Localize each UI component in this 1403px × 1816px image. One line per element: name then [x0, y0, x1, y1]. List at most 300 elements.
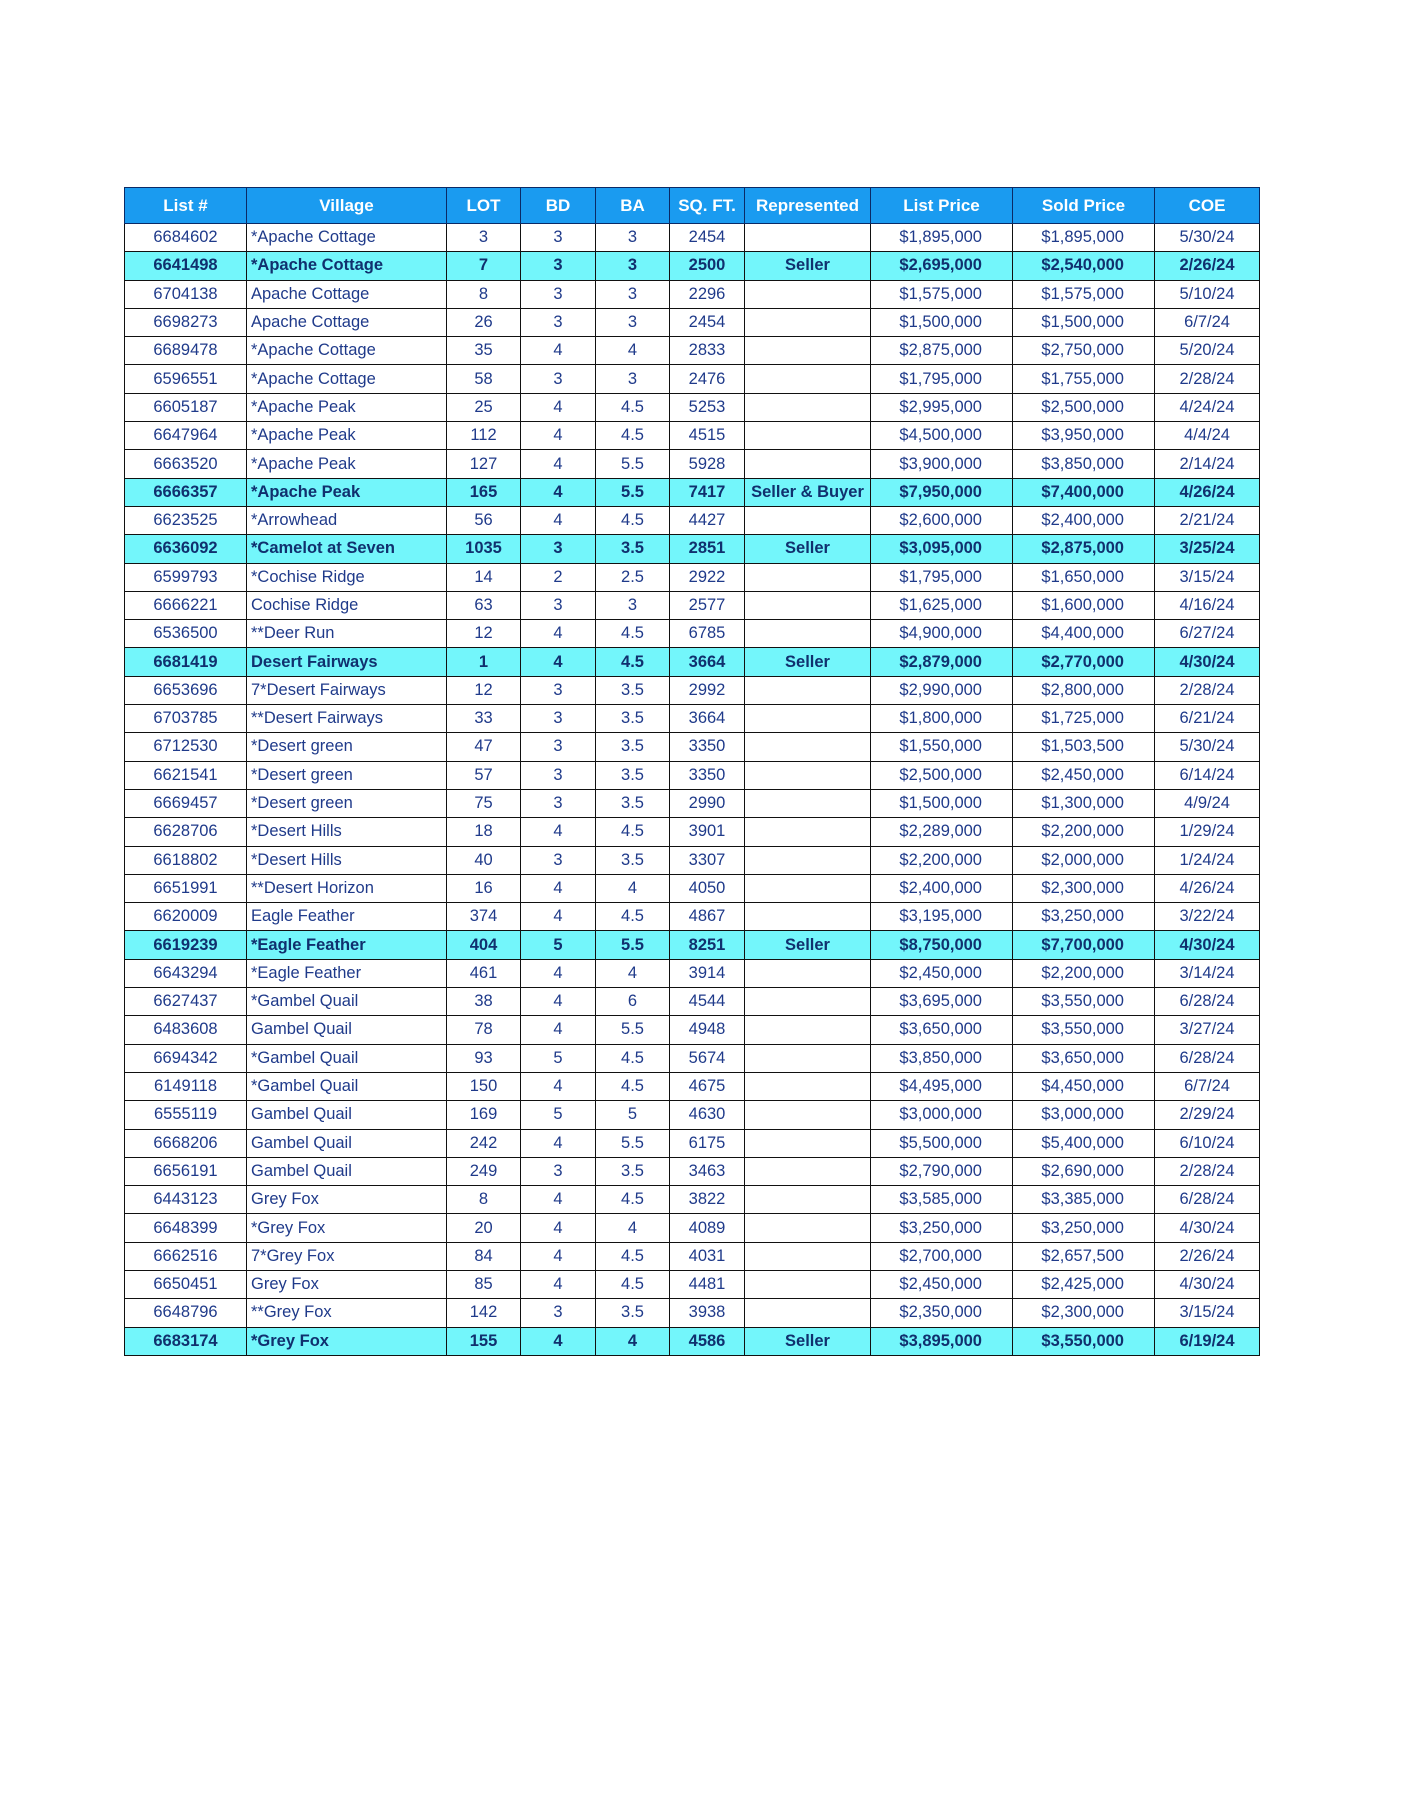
cell-bd: 3	[521, 1299, 596, 1327]
cell-coe: 2/26/24	[1155, 252, 1260, 280]
cell-represented	[745, 393, 871, 421]
cell-represented	[745, 563, 871, 591]
cell-list-number: 6643294	[125, 959, 247, 987]
cell-sold-price: $1,600,000	[1013, 591, 1155, 619]
cell-list-price: $2,990,000	[871, 676, 1013, 704]
cell-lot: 93	[447, 1044, 521, 1072]
cell-sqft: 5928	[670, 450, 745, 478]
cell-list-price: $2,600,000	[871, 506, 1013, 534]
cell-sold-price: $3,250,000	[1013, 903, 1155, 931]
cell-sqft: 8251	[670, 931, 745, 959]
cell-list-number: 6669457	[125, 789, 247, 817]
cell-ba: 3.5	[596, 761, 670, 789]
cell-village: *Apache Peak	[247, 393, 447, 421]
cell-represented	[745, 705, 871, 733]
cell-bd: 4	[521, 506, 596, 534]
cell-village: *Apache Cottage	[247, 224, 447, 252]
cell-list-number: 6599793	[125, 563, 247, 591]
cell-list-price: $3,585,000	[871, 1186, 1013, 1214]
cell-village: *Desert Hills	[247, 846, 447, 874]
cell-represented	[745, 224, 871, 252]
cell-ba: 3	[596, 224, 670, 252]
cell-ba: 3.5	[596, 1157, 670, 1185]
cell-sqft: 2992	[670, 676, 745, 704]
cell-sold-price: $3,550,000	[1013, 988, 1155, 1016]
header-village: Village	[247, 188, 447, 224]
cell-sqft: 4675	[670, 1072, 745, 1100]
cell-coe: 3/22/24	[1155, 903, 1260, 931]
cell-list-number: 6666221	[125, 591, 247, 619]
cell-lot: 20	[447, 1214, 521, 1242]
cell-list-number: 6656191	[125, 1157, 247, 1185]
cell-coe: 6/7/24	[1155, 308, 1260, 336]
cell-bd: 4	[521, 1016, 596, 1044]
cell-sold-price: $1,650,000	[1013, 563, 1155, 591]
cell-village: *Apache Cottage	[247, 337, 447, 365]
cell-list-number: 6694342	[125, 1044, 247, 1072]
cell-sold-price: $3,000,000	[1013, 1101, 1155, 1129]
cell-list-number: 6648796	[125, 1299, 247, 1327]
cell-list-price: $3,195,000	[871, 903, 1013, 931]
cell-list-price: $3,850,000	[871, 1044, 1013, 1072]
cell-sqft: 3901	[670, 818, 745, 846]
cell-sqft: 4630	[670, 1101, 745, 1129]
header-list-price: List Price	[871, 188, 1013, 224]
cell-bd: 4	[521, 818, 596, 846]
cell-coe: 2/14/24	[1155, 450, 1260, 478]
cell-represented	[745, 1101, 871, 1129]
cell-sqft: 4427	[670, 506, 745, 534]
cell-coe: 6/19/24	[1155, 1327, 1260, 1355]
cell-village: *Apache Peak	[247, 478, 447, 506]
header-lot: LOT	[447, 188, 521, 224]
cell-village: 7*Grey Fox	[247, 1242, 447, 1270]
cell-village: Apache Cottage	[247, 308, 447, 336]
cell-lot: 84	[447, 1242, 521, 1270]
table-row	[125, 535, 1260, 563]
cell-list-price: $1,550,000	[871, 733, 1013, 761]
cell-bd: 4	[521, 478, 596, 506]
cell-list-number: 6619239	[125, 931, 247, 959]
cell-sold-price: $1,503,500	[1013, 733, 1155, 761]
cell-list-number: 6651991	[125, 874, 247, 902]
cell-coe: 4/30/24	[1155, 1270, 1260, 1298]
cell-sqft: 3463	[670, 1157, 745, 1185]
cell-lot: 47	[447, 733, 521, 761]
cell-sqft: 7417	[670, 478, 745, 506]
cell-ba: 4.5	[596, 620, 670, 648]
cell-bd: 4	[521, 1327, 596, 1355]
cell-coe: 2/29/24	[1155, 1101, 1260, 1129]
table-row	[125, 676, 1260, 704]
cell-list-price: $2,695,000	[871, 252, 1013, 280]
cell-sqft: 3664	[670, 648, 745, 676]
cell-list-price: $2,450,000	[871, 1270, 1013, 1298]
cell-sold-price: $3,950,000	[1013, 422, 1155, 450]
cell-bd: 2	[521, 563, 596, 591]
cell-list-number: 6668206	[125, 1129, 247, 1157]
cell-ba: 4	[596, 874, 670, 902]
cell-list-price: $4,500,000	[871, 422, 1013, 450]
cell-coe: 5/10/24	[1155, 280, 1260, 308]
table-row	[125, 818, 1260, 846]
cell-represented	[745, 1129, 871, 1157]
cell-represented	[745, 761, 871, 789]
cell-sqft: 4031	[670, 1242, 745, 1270]
cell-sqft: 2990	[670, 789, 745, 817]
cell-sqft: 2577	[670, 591, 745, 619]
cell-village: *Apache Peak	[247, 422, 447, 450]
cell-village: Gambel Quail	[247, 1157, 447, 1185]
cell-sqft: 2296	[670, 280, 745, 308]
cell-bd: 4	[521, 1242, 596, 1270]
cell-represented	[745, 1214, 871, 1242]
cell-lot: 1	[447, 648, 521, 676]
cell-list-price: $3,650,000	[871, 1016, 1013, 1044]
cell-coe: 4/9/24	[1155, 789, 1260, 817]
cell-list-price: $3,895,000	[871, 1327, 1013, 1355]
cell-bd: 4	[521, 620, 596, 648]
table-row	[125, 563, 1260, 591]
cell-list-price: $3,695,000	[871, 988, 1013, 1016]
cell-lot: 33	[447, 705, 521, 733]
cell-represented	[745, 1242, 871, 1270]
cell-village: *Desert green	[247, 733, 447, 761]
cell-list-price: $1,625,000	[871, 591, 1013, 619]
cell-coe: 6/27/24	[1155, 620, 1260, 648]
cell-list-number: 6648399	[125, 1214, 247, 1242]
cell-village: *Eagle Feather	[247, 959, 447, 987]
cell-sold-price: $3,250,000	[1013, 1214, 1155, 1242]
cell-sqft: 4544	[670, 988, 745, 1016]
table-row	[125, 1101, 1260, 1129]
cell-lot: 35	[447, 337, 521, 365]
cell-bd: 3	[521, 789, 596, 817]
cell-bd: 3	[521, 1157, 596, 1185]
cell-ba: 3	[596, 365, 670, 393]
cell-sqft: 3350	[670, 733, 745, 761]
cell-sold-price: $1,725,000	[1013, 705, 1155, 733]
cell-lot: 155	[447, 1327, 521, 1355]
cell-sold-price: $2,750,000	[1013, 337, 1155, 365]
cell-bd: 5	[521, 931, 596, 959]
cell-sqft: 4089	[670, 1214, 745, 1242]
cell-sqft: 2922	[670, 563, 745, 591]
table-row	[125, 648, 1260, 676]
cell-lot: 75	[447, 789, 521, 817]
cell-coe: 4/30/24	[1155, 648, 1260, 676]
cell-lot: 374	[447, 903, 521, 931]
table-row	[125, 1214, 1260, 1242]
cell-lot: 165	[447, 478, 521, 506]
cell-sold-price: $2,200,000	[1013, 818, 1155, 846]
cell-list-price: $1,795,000	[871, 563, 1013, 591]
cell-sqft: 2500	[670, 252, 745, 280]
cell-sold-price: $1,300,000	[1013, 789, 1155, 817]
cell-represented	[745, 676, 871, 704]
cell-village: *Eagle Feather	[247, 931, 447, 959]
table-row	[125, 761, 1260, 789]
cell-coe: 2/21/24	[1155, 506, 1260, 534]
table-row	[125, 365, 1260, 393]
cell-represented: Seller	[745, 535, 871, 563]
cell-represented: Seller	[745, 1327, 871, 1355]
cell-ba: 4.5	[596, 1242, 670, 1270]
cell-village: *Apache Cottage	[247, 252, 447, 280]
cell-represented	[745, 1044, 871, 1072]
cell-ba: 5	[596, 1101, 670, 1129]
cell-list-price: $3,095,000	[871, 535, 1013, 563]
cell-sold-price: $3,550,000	[1013, 1327, 1155, 1355]
cell-bd: 4	[521, 648, 596, 676]
cell-list-number: 6618802	[125, 846, 247, 874]
cell-sqft: 4948	[670, 1016, 745, 1044]
cell-list-price: $2,350,000	[871, 1299, 1013, 1327]
cell-village: *Camelot at Seven	[247, 535, 447, 563]
cell-lot: 3	[447, 224, 521, 252]
cell-sold-price: $2,200,000	[1013, 959, 1155, 987]
cell-list-price: $1,800,000	[871, 705, 1013, 733]
cell-coe: 4/24/24	[1155, 393, 1260, 421]
cell-bd: 3	[521, 280, 596, 308]
cell-coe: 6/28/24	[1155, 1044, 1260, 1072]
cell-represented	[745, 1072, 871, 1100]
cell-represented	[745, 365, 871, 393]
cell-list-number: 6620009	[125, 903, 247, 931]
cell-bd: 4	[521, 959, 596, 987]
cell-ba: 4	[596, 959, 670, 987]
cell-sold-price: $2,425,000	[1013, 1270, 1155, 1298]
table-row	[125, 591, 1260, 619]
cell-list-number: 6683174	[125, 1327, 247, 1355]
cell-lot: 58	[447, 365, 521, 393]
table-row	[125, 1072, 1260, 1100]
cell-sqft: 4481	[670, 1270, 745, 1298]
cell-sqft: 6785	[670, 620, 745, 648]
cell-ba: 5.5	[596, 1016, 670, 1044]
cell-ba: 3.5	[596, 535, 670, 563]
cell-sold-price: $4,400,000	[1013, 620, 1155, 648]
cell-village: Gambel Quail	[247, 1016, 447, 1044]
cell-ba: 3.5	[596, 733, 670, 761]
cell-list-number: 6703785	[125, 705, 247, 733]
cell-ba: 4.5	[596, 1072, 670, 1100]
cell-bd: 4	[521, 1214, 596, 1242]
cell-coe: 3/15/24	[1155, 563, 1260, 591]
cell-ba: 3.5	[596, 789, 670, 817]
cell-lot: 461	[447, 959, 521, 987]
cell-list-number: 6704138	[125, 280, 247, 308]
cell-bd: 3	[521, 224, 596, 252]
cell-represented	[745, 818, 871, 846]
cell-village: **Desert Fairways	[247, 705, 447, 733]
table-row	[125, 988, 1260, 1016]
cell-list-number: 6605187	[125, 393, 247, 421]
cell-lot: 150	[447, 1072, 521, 1100]
table-row	[125, 393, 1260, 421]
cell-list-price: $1,575,000	[871, 280, 1013, 308]
cell-represented	[745, 874, 871, 902]
cell-coe: 4/4/24	[1155, 422, 1260, 450]
cell-list-price: $1,795,000	[871, 365, 1013, 393]
cell-ba: 3.5	[596, 1299, 670, 1327]
cell-lot: 26	[447, 308, 521, 336]
cell-ba: 3	[596, 252, 670, 280]
cell-ba: 4.5	[596, 1270, 670, 1298]
cell-village: *Apache Peak	[247, 450, 447, 478]
header-list-number: List #	[125, 188, 247, 224]
table-row	[125, 252, 1260, 280]
cell-sold-price: $2,400,000	[1013, 506, 1155, 534]
table-row	[125, 224, 1260, 252]
cell-village: **Deer Run	[247, 620, 447, 648]
cell-ba: 4	[596, 1214, 670, 1242]
cell-list-price: $2,200,000	[871, 846, 1013, 874]
cell-coe: 6/28/24	[1155, 1186, 1260, 1214]
cell-list-number: 6662516	[125, 1242, 247, 1270]
cell-represented	[745, 308, 871, 336]
cell-sold-price: $1,500,000	[1013, 308, 1155, 336]
cell-lot: 169	[447, 1101, 521, 1129]
cell-represented	[745, 422, 871, 450]
cell-village: Cochise Ridge	[247, 591, 447, 619]
table-row	[125, 280, 1260, 308]
cell-list-price: $5,500,000	[871, 1129, 1013, 1157]
cell-village: Grey Fox	[247, 1270, 447, 1298]
cell-list-price: $1,500,000	[871, 308, 1013, 336]
cell-ba: 5.5	[596, 478, 670, 506]
cell-bd: 3	[521, 535, 596, 563]
cell-list-price: $2,700,000	[871, 1242, 1013, 1270]
cell-ba: 3	[596, 308, 670, 336]
sales-sheet	[124, 187, 1260, 1356]
cell-represented	[745, 620, 871, 648]
cell-sold-price: $2,657,500	[1013, 1242, 1155, 1270]
cell-list-number: 6647964	[125, 422, 247, 450]
cell-represented	[745, 1016, 871, 1044]
cell-sold-price: $3,550,000	[1013, 1016, 1155, 1044]
cell-lot: 40	[447, 846, 521, 874]
table-row	[125, 620, 1260, 648]
cell-sqft: 2454	[670, 224, 745, 252]
cell-represented	[745, 959, 871, 987]
cell-bd: 4	[521, 393, 596, 421]
cell-sqft: 3938	[670, 1299, 745, 1327]
cell-village: *Grey Fox	[247, 1327, 447, 1355]
cell-bd: 4	[521, 1186, 596, 1214]
cell-list-number: 6698273	[125, 308, 247, 336]
cell-bd: 4	[521, 1072, 596, 1100]
cell-village: 7*Desert Fairways	[247, 676, 447, 704]
cell-ba: 4	[596, 1327, 670, 1355]
header-represented: Represented	[745, 188, 871, 224]
cell-represented	[745, 280, 871, 308]
cell-sold-price: $2,540,000	[1013, 252, 1155, 280]
cell-list-number: 6483608	[125, 1016, 247, 1044]
cell-sqft: 2454	[670, 308, 745, 336]
cell-ba: 4.5	[596, 903, 670, 931]
table-row	[125, 478, 1260, 506]
cell-sold-price: $1,575,000	[1013, 280, 1155, 308]
cell-sold-price: $2,300,000	[1013, 1299, 1155, 1327]
cell-bd: 5	[521, 1044, 596, 1072]
cell-sqft: 3307	[670, 846, 745, 874]
cell-coe: 5/30/24	[1155, 224, 1260, 252]
table-row	[125, 450, 1260, 478]
cell-list-number: 6443123	[125, 1186, 247, 1214]
cell-sold-price: $7,400,000	[1013, 478, 1155, 506]
table-row	[125, 308, 1260, 336]
cell-list-number: 6689478	[125, 337, 247, 365]
cell-village: *Desert green	[247, 789, 447, 817]
cell-bd: 4	[521, 874, 596, 902]
cell-coe: 1/24/24	[1155, 846, 1260, 874]
cell-sqft: 6175	[670, 1129, 745, 1157]
table-row	[125, 959, 1260, 987]
cell-lot: 25	[447, 393, 521, 421]
cell-village: Apache Cottage	[247, 280, 447, 308]
cell-ba: 3	[596, 591, 670, 619]
header-row	[125, 188, 1260, 224]
cell-lot: 14	[447, 563, 521, 591]
cell-list-price: $7,950,000	[871, 478, 1013, 506]
cell-sqft: 4867	[670, 903, 745, 931]
cell-sold-price: $2,300,000	[1013, 874, 1155, 902]
cell-village: *Desert Hills	[247, 818, 447, 846]
cell-list-price: $3,250,000	[871, 1214, 1013, 1242]
cell-bd: 3	[521, 308, 596, 336]
cell-coe: 5/30/24	[1155, 733, 1260, 761]
cell-list-price: $2,995,000	[871, 393, 1013, 421]
cell-bd: 5	[521, 1101, 596, 1129]
table-row	[125, 1157, 1260, 1185]
cell-ba: 4.5	[596, 393, 670, 421]
cell-list-number: 6149118	[125, 1072, 247, 1100]
cell-ba: 4.5	[596, 1044, 670, 1072]
cell-list-price: $2,500,000	[871, 761, 1013, 789]
cell-ba: 5.5	[596, 450, 670, 478]
cell-represented: Seller	[745, 252, 871, 280]
cell-village: *Gambel Quail	[247, 1044, 447, 1072]
cell-coe: 2/28/24	[1155, 1157, 1260, 1185]
cell-represented: Seller	[745, 648, 871, 676]
cell-lot: 63	[447, 591, 521, 619]
cell-sqft: 3664	[670, 705, 745, 733]
table-row	[125, 1242, 1260, 1270]
cell-bd: 4	[521, 903, 596, 931]
header-coe: COE	[1155, 188, 1260, 224]
cell-ba: 4	[596, 337, 670, 365]
cell-represented: Seller & Buyer	[745, 478, 871, 506]
cell-sold-price: $3,850,000	[1013, 450, 1155, 478]
cell-village: Gambel Quail	[247, 1101, 447, 1129]
cell-sqft: 5674	[670, 1044, 745, 1072]
cell-list-number: 6636092	[125, 535, 247, 563]
cell-ba: 4.5	[596, 506, 670, 534]
cell-represented	[745, 591, 871, 619]
cell-village: Gambel Quail	[247, 1129, 447, 1157]
cell-ba: 6	[596, 988, 670, 1016]
cell-list-number: 6621541	[125, 761, 247, 789]
cell-coe: 6/10/24	[1155, 1129, 1260, 1157]
cell-lot: 85	[447, 1270, 521, 1298]
cell-sold-price: $3,385,000	[1013, 1186, 1155, 1214]
cell-ba: 3.5	[596, 705, 670, 733]
cell-sqft: 3914	[670, 959, 745, 987]
cell-sold-price: $1,895,000	[1013, 224, 1155, 252]
cell-coe: 2/28/24	[1155, 676, 1260, 704]
cell-bd: 3	[521, 676, 596, 704]
